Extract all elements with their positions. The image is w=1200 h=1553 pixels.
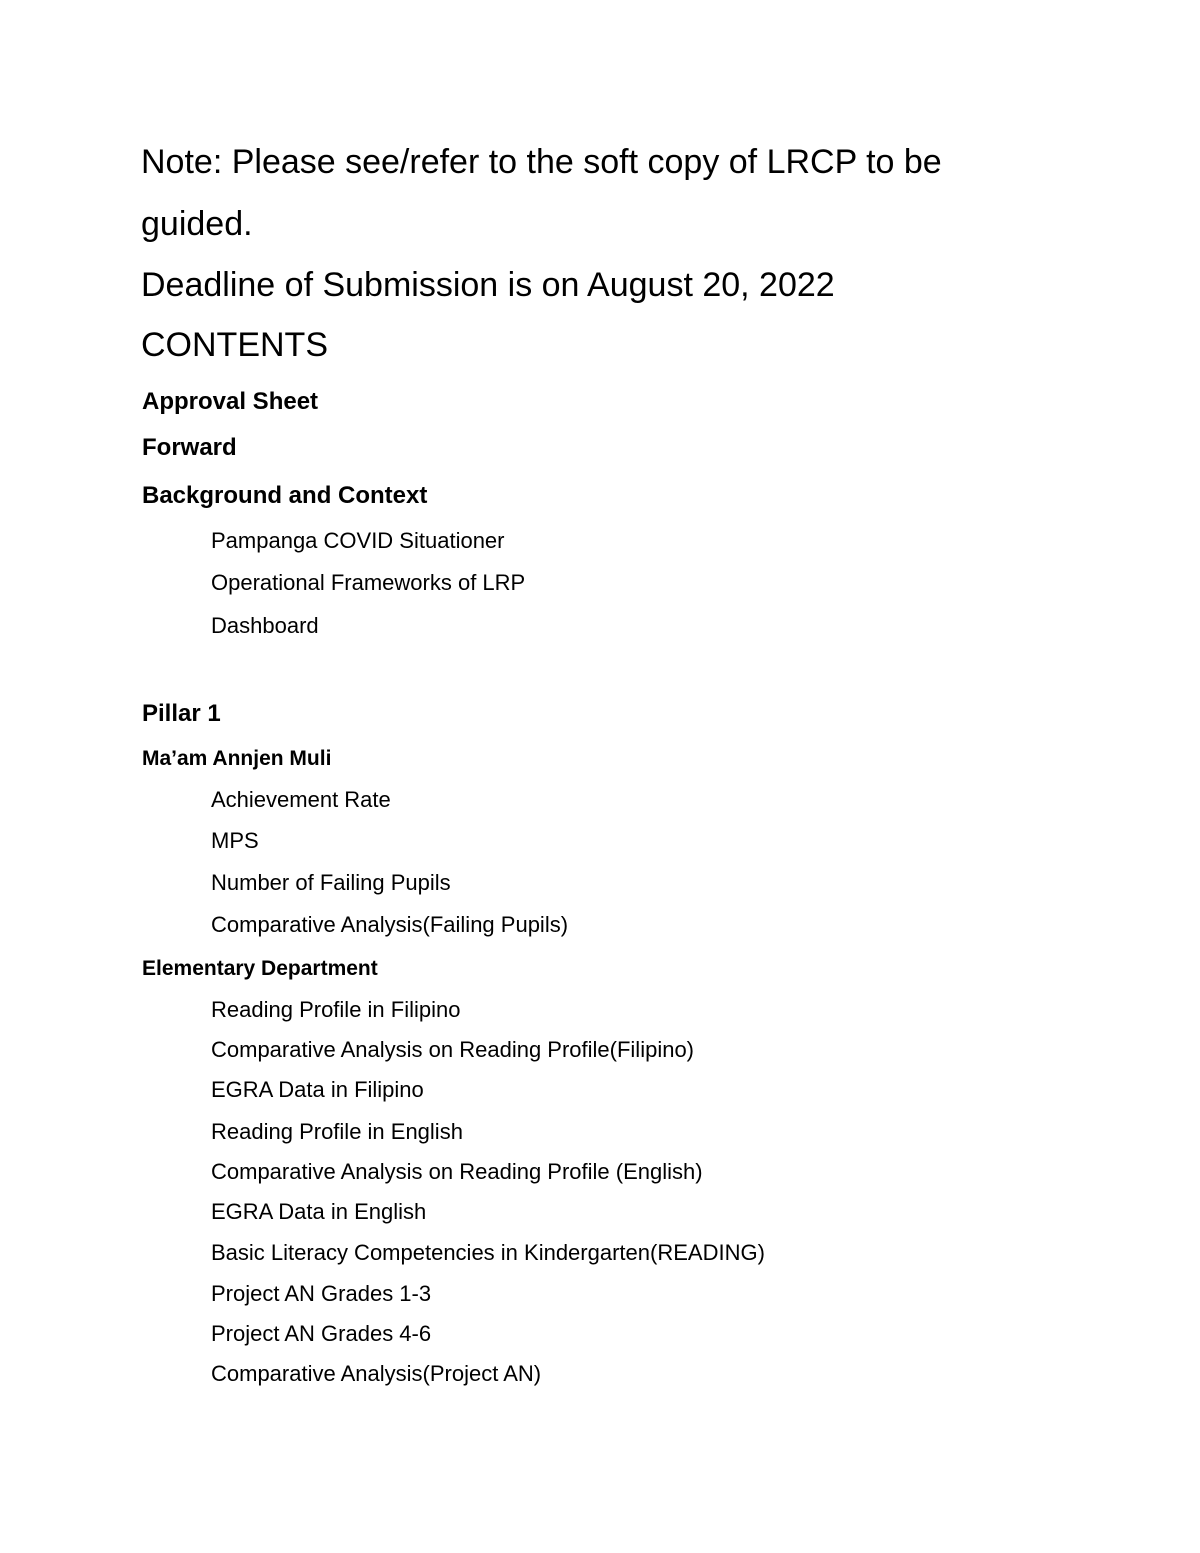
- toc-pillar1-item: Comparative Analysis(Failing Pupils): [211, 912, 569, 937]
- toc-pillar1-item: Number of Failing Pupils: [211, 870, 451, 895]
- note-line-1: Note: Please see/refer to the soft copy of LRCP to be: [141, 143, 942, 181]
- toc-background-item: Pampanga COVID Situationer: [211, 528, 505, 553]
- note-line-2: guided.: [141, 205, 253, 243]
- toc-elementary-item: Project AN Grades 1-3: [211, 1281, 432, 1306]
- toc-pillar1-heading: Pillar 1: [142, 700, 221, 727]
- toc-background-heading: Background and Context: [142, 482, 428, 509]
- toc-elementary-item: Basic Literacy Competencies in Kindergarten(READING): [211, 1240, 765, 1265]
- toc-approval-sheet: Approval Sheet: [142, 388, 319, 415]
- toc-elementary-item: EGRA Data in Filipino: [211, 1077, 424, 1102]
- toc-elementary-item: Comparative Analysis on Reading Profile (English): [211, 1159, 703, 1184]
- toc-background-item: Dashboard: [211, 613, 319, 638]
- toc-elementary-item: Reading Profile in English: [211, 1119, 463, 1144]
- toc-forward: Forward: [142, 434, 237, 461]
- toc-pillar1-item: Achievement Rate: [211, 787, 391, 812]
- toc-elementary-item: Reading Profile in Filipino: [211, 997, 461, 1022]
- toc-elementary-heading: Elementary Department: [142, 957, 378, 980]
- contents-heading: CONTENTS: [141, 326, 328, 364]
- toc-elementary-item: Comparative Analysis on Reading Profile(Filipino): [211, 1037, 695, 1062]
- toc-elementary-item: EGRA Data in English: [211, 1199, 427, 1224]
- deadline-text: Deadline of Submission is on August 20, 2022: [141, 266, 835, 304]
- toc-pillar1-author: Ma’am Annjen Muli: [142, 747, 332, 770]
- toc-pillar1-item: MPS: [211, 828, 259, 853]
- toc-background-item: Operational Frameworks of LRP: [211, 570, 526, 595]
- toc-elementary-item: Project AN Grades 4-6: [211, 1321, 432, 1346]
- toc-elementary-item: Comparative Analysis(Project AN): [211, 1361, 542, 1386]
